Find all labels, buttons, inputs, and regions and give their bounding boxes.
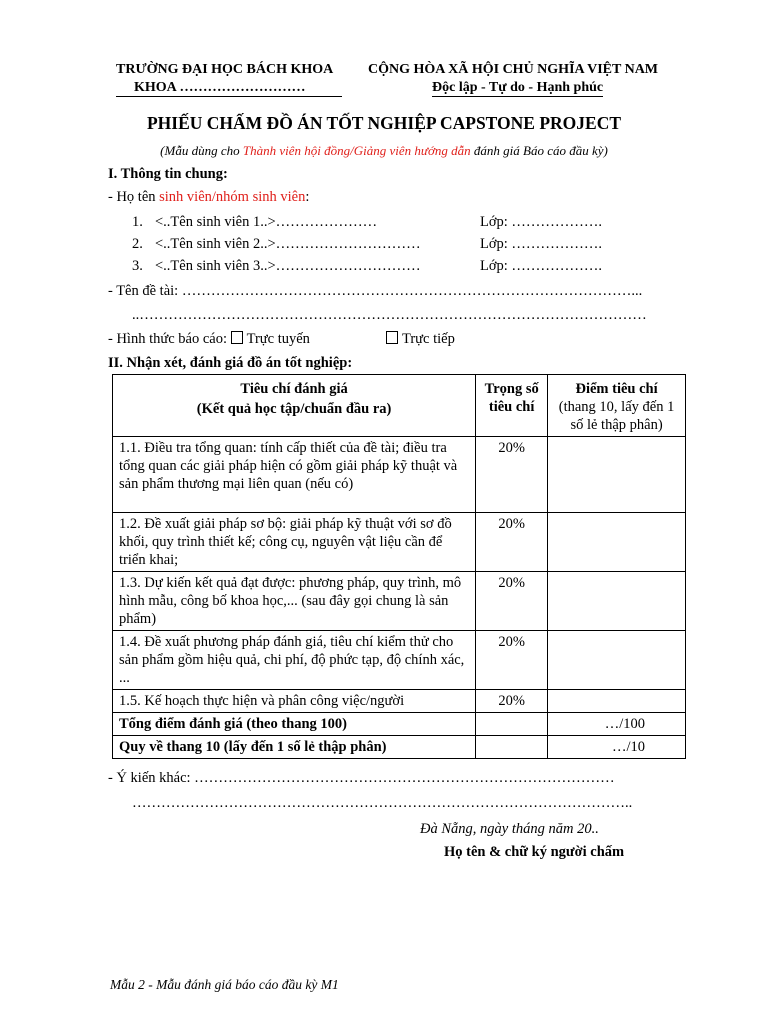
footer-note: Mẫu 2 - Mẫu đánh giá báo cáo đầu kỳ M1 xyxy=(110,977,339,992)
header-weight: Trọng số tiêu chí xyxy=(476,375,548,437)
student-name-label xyxy=(108,189,309,206)
criterion-cell: 1.1. Điều tra tổng quan: tính cấp thiết của đề tài; điều tra tổng quan các giải pháp hiện có gồm giải pháp kỹ thuật và sản phẩm thương mại liên quan (nếu có) xyxy=(113,437,476,513)
weight-cell: 20% xyxy=(476,631,548,690)
checkbox-offline[interactable] xyxy=(386,331,398,344)
scale-weight-cell xyxy=(476,736,548,759)
total-label: Tổng điểm đánh giá (theo thang 100) xyxy=(113,713,476,736)
criterion-cell: 1.3. Dự kiến kết quả đạt được: phương pháp, quy trình, mô hình mẫu, công bố khoa học,... (sau đây gọi chung là sản phẩm) xyxy=(113,572,476,631)
header-criterion-line2: (Kết quả học tập/chuẩn đầu ra) xyxy=(196,401,392,417)
table-header-row xyxy=(113,375,686,437)
report-form-label: - Hình thức báo cáo: xyxy=(108,331,231,347)
header-score-line1: Điểm tiêu chí xyxy=(575,381,658,397)
criterion-cell: 1.4. Đề xuất phương pháp đánh giá, tiêu chí kiểm thử cho sản phẩm gồm hiệu quả, chi phí, độ phức tạp, độ chính xác, ... xyxy=(113,631,476,690)
name-label-suffix: : xyxy=(305,189,310,205)
faculty-line: KHOA ……………………… xyxy=(116,80,342,97)
scale-label: Quy về thang 10 (lấy đến 1 số lẻ thập phân) xyxy=(113,736,476,759)
page-title: PHIẾU CHẤM ĐỒ ÁN TỐT NGHIỆP CAPSTONE PROJECT xyxy=(146,113,622,133)
score-cell[interactable] xyxy=(548,631,686,690)
criterion-cell: 1.5. Kế hoạch thực hiện và phân công việc/người xyxy=(113,690,476,713)
header-score-line2: (thang 10, lấy đến 1 số lẻ thập phân) xyxy=(558,399,675,433)
other-opinions-line-1[interactable]: - Ý kiến khác: …………………………………………………………………………… xyxy=(108,770,615,786)
table-row xyxy=(113,572,686,631)
table-row xyxy=(113,513,686,572)
topic-line-1[interactable]: - Tên đề tài: …………………………………………………………………………………... xyxy=(108,283,643,299)
section2-heading: II. Nhận xét, đánh giá đồ án tốt nghiệp: xyxy=(108,355,353,371)
subtitle-highlight: Thành viên hội đồng/Giảng viên hướng dẫn xyxy=(242,143,471,158)
total-value[interactable]: …/100 xyxy=(548,713,686,736)
student-1-num: 1. xyxy=(132,214,143,230)
header-score xyxy=(548,375,686,437)
university-name: TRƯỜNG ĐẠI HỌC BÁCH KHOA xyxy=(116,62,334,77)
table-row xyxy=(113,437,686,513)
student-3-name[interactable]: <..Tên sinh viên 3..>………………………… xyxy=(155,258,421,274)
weight-cell: 20% xyxy=(476,572,548,631)
student-2-num: 2. xyxy=(132,236,143,252)
weight-cell: 20% xyxy=(476,690,548,713)
student-2-name[interactable]: <..Tên sinh viên 2..>………………………… xyxy=(155,236,421,252)
scale-value[interactable]: …/10 xyxy=(548,736,686,759)
student-3-class[interactable]: Lớp: ………………. xyxy=(480,258,603,274)
subtitle-prefix: (Mẫu dùng cho xyxy=(160,143,243,158)
student-3-num: 3. xyxy=(132,258,143,274)
section1-heading: I. Thông tin chung: xyxy=(108,166,228,182)
motto: Độc lập - Tự do - Hạnh phúc xyxy=(432,80,604,95)
topic-line-2[interactable]: ..…………………………………………………………………………………………… xyxy=(132,307,647,323)
criterion-cell: 1.2. Đề xuất giải pháp sơ bộ: giải pháp kỹ thuật với sơ đồ khối, quy trình thiết kế; công cụ, nguyên vật liệu cần để triển khai; xyxy=(113,513,476,572)
checkbox-online[interactable] xyxy=(231,331,243,344)
report-form-row xyxy=(108,331,310,348)
weight-cell: 20% xyxy=(476,437,548,513)
student-2-class[interactable]: Lớp: ………………. xyxy=(480,236,603,252)
header-criterion xyxy=(113,375,476,437)
country-name: CỘNG HÒA XÃ HỘI CHỦ NGHĨA VIỆT NAM xyxy=(368,62,659,77)
score-cell[interactable] xyxy=(548,690,686,713)
total-weight-cell xyxy=(476,713,548,736)
score-cell[interactable] xyxy=(548,513,686,572)
table-row xyxy=(113,631,686,690)
name-label-highlight: sinh viên/nhóm sinh viên xyxy=(159,189,306,205)
option-offline-label: Trực tiếp xyxy=(402,331,455,347)
page-subtitle xyxy=(0,143,768,159)
total-row xyxy=(113,713,686,736)
name-label-prefix: - Họ tên xyxy=(108,189,160,205)
date-line: Đà Nẵng, ngày tháng năm 20.. xyxy=(420,821,599,837)
weight-cell: 20% xyxy=(476,513,548,572)
subtitle-suffix: đánh giá Báo cáo đầu kỳ) xyxy=(470,143,608,158)
scale-row xyxy=(113,736,686,759)
score-cell[interactable] xyxy=(548,572,686,631)
criteria-table xyxy=(112,374,686,759)
student-1-class[interactable]: Lớp: ………………. xyxy=(480,214,603,230)
other-opinions-line-2[interactable]: ………………………………………………………………………………………….. xyxy=(132,795,633,811)
option-online-label: Trực tuyến xyxy=(246,331,310,347)
score-cell[interactable] xyxy=(548,437,686,513)
header-criterion-line1: Tiêu chí đánh giá xyxy=(240,381,348,397)
report-form-offline xyxy=(386,331,455,348)
table-row xyxy=(113,690,686,713)
student-1-name[interactable]: <..Tên sinh viên 1..>………………… xyxy=(155,214,378,230)
signature-label: Họ tên & chữ ký người chấm xyxy=(444,844,625,860)
